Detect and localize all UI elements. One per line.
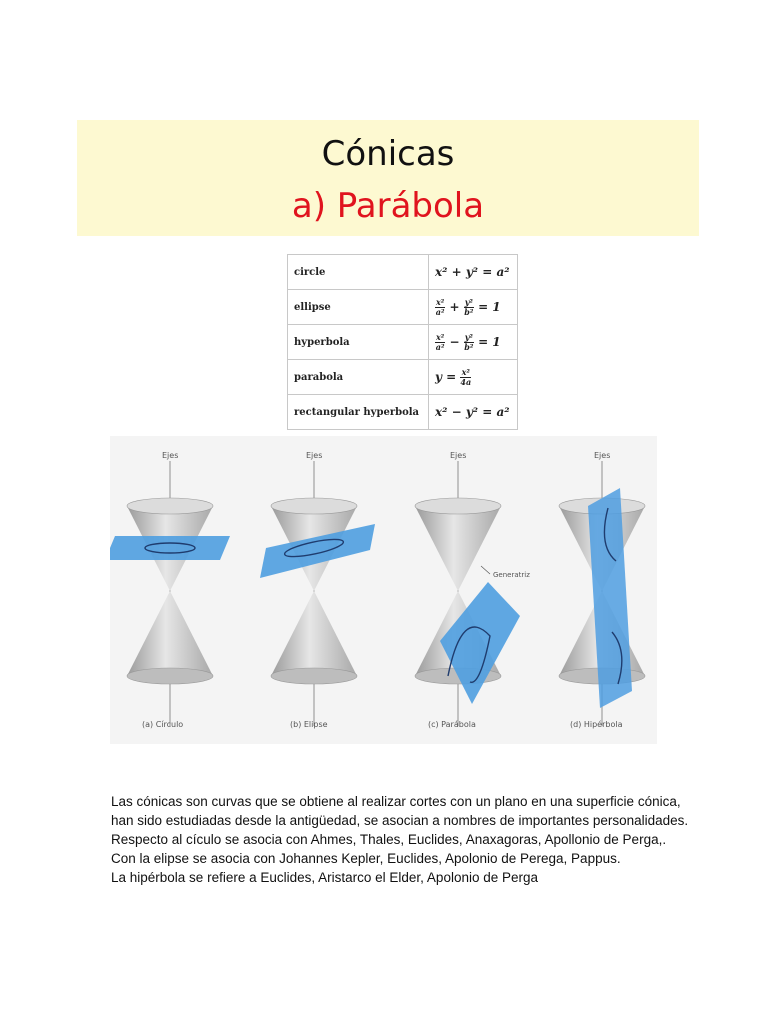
lower-rim [127, 668, 213, 684]
conic-sections-illustration [110, 436, 657, 744]
lower-rim [271, 668, 357, 684]
paragraph-intro: Las cónicas son curvas que se obtiene al realizar cortes con un plano en una superficie cónica, han sido estudiadas desde la antigüedad, se asocian a nombres de importantes personalidades. [111, 794, 689, 828]
page-subtitle: a) Parábola [291, 186, 485, 226]
fraction [460, 368, 471, 387]
formula-operator: + [449, 299, 460, 314]
title-banner [77, 120, 699, 236]
paragraph-circle: Respecto al cículo se asocia con Ahmes, Thales, Euclides, Anaxagoras, Apollonio de Perga,. [111, 832, 667, 847]
conic-sections-figure [110, 436, 657, 744]
fraction-numerator: x² [436, 296, 445, 307]
paragraph-hyperbola: La hipérbola se refiere a Euclides, Aristarco el Elder, Apolonio de Perga [111, 870, 539, 885]
fraction [435, 333, 445, 352]
table-row [288, 290, 518, 325]
cutting-plane [440, 582, 520, 704]
axis-label: Ejes [306, 451, 323, 460]
fraction-denominator: b² [464, 341, 474, 352]
fraction-denominator: 4a [460, 376, 472, 387]
fraction-denominator: a² [435, 306, 445, 317]
row-name: ellipse [288, 290, 429, 325]
row-name: rectangular hyperbola [288, 395, 429, 430]
fraction-numerator: x² [461, 366, 470, 377]
fraction-numerator: y² [464, 331, 473, 342]
cone-circle [110, 461, 230, 726]
row-formula [429, 290, 518, 325]
row-name: circle [288, 255, 429, 290]
table-row [288, 395, 518, 430]
upper-rim [415, 498, 501, 514]
upper-rim [127, 498, 213, 514]
formula-operator: − [449, 334, 460, 349]
cone-hyperbola [559, 461, 645, 726]
cone-ellipse [260, 461, 375, 726]
page-title: Cónicas [321, 134, 455, 174]
row-name: hyperbola [288, 325, 429, 360]
fraction [464, 298, 474, 317]
lower-nappe [127, 591, 213, 676]
table-row [288, 255, 518, 290]
table-row [288, 360, 518, 395]
fraction [435, 298, 445, 317]
row-formula [429, 255, 518, 290]
formula-lhs: y = [435, 369, 457, 384]
generatrix-pointer [481, 566, 490, 574]
generatrix-label: Generatriz [493, 571, 530, 579]
table-row [288, 325, 518, 360]
axis-label: Ejes [450, 451, 467, 460]
row-name: parabola [288, 360, 429, 395]
fraction-denominator: a² [435, 341, 445, 352]
conics-equation-table [287, 254, 518, 430]
paragraph-ellipse: Con la elipse se asocia con Johannes Kepler, Euclides, Apolonio de Perega, Pappus. [111, 851, 621, 866]
upper-nappe [415, 506, 501, 591]
fraction [464, 333, 474, 352]
fraction-denominator: b² [464, 306, 474, 317]
formula-lhs: x² − y² = [435, 405, 493, 419]
fraction-numerator: x² [436, 331, 445, 342]
axis-label: Ejes [162, 451, 179, 460]
caption-circle: (a) Círculo [142, 720, 184, 729]
caption-ellipse: (b) Elipse [290, 720, 328, 729]
upper-rim [271, 498, 357, 514]
row-formula [429, 395, 518, 430]
row-formula [429, 325, 518, 360]
formula-lhs: x² + y² = [435, 265, 493, 279]
formula-rhs: a² [496, 405, 510, 419]
caption-parabola: (c) Parábola [428, 720, 476, 729]
axis-label: Ejes [594, 451, 611, 460]
body-text [111, 792, 691, 887]
row-formula [429, 360, 518, 395]
formula-rhs: = 1 [478, 299, 501, 314]
cutting-plane [110, 536, 230, 560]
formula-rhs: a² [496, 265, 510, 279]
lower-nappe [271, 591, 357, 676]
cone-parabola [415, 461, 530, 726]
formula-rhs: = 1 [478, 334, 501, 349]
caption-hyperbola: (d) Hipérbola [570, 720, 623, 729]
fraction-numerator: y² [464, 296, 473, 307]
